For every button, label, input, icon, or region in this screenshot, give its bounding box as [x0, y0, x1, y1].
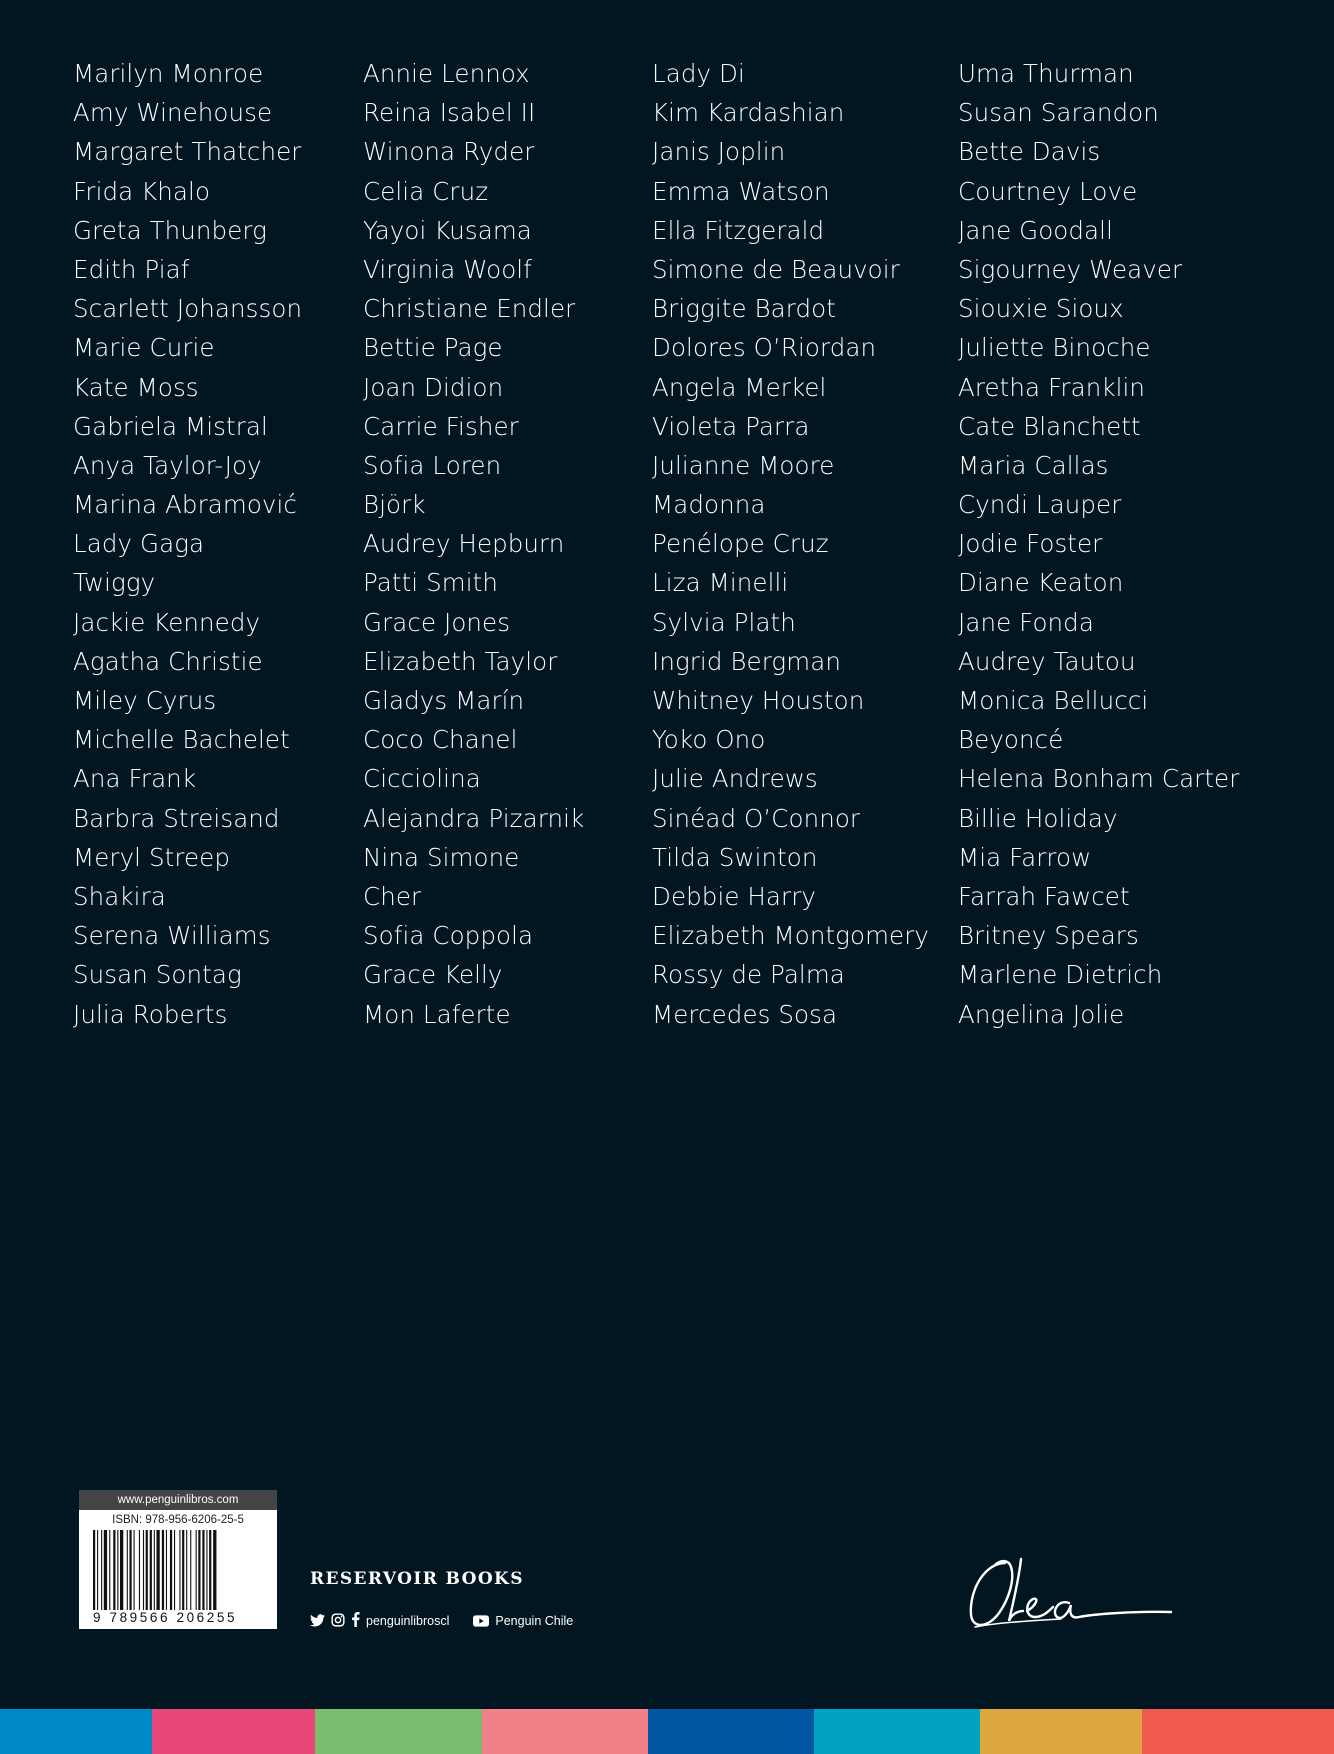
- name-item: Marina Abramović: [73, 490, 297, 520]
- name-item: Rossy de Palma: [652, 960, 845, 990]
- name-item: Bette Davis: [958, 137, 1101, 167]
- name-item: Ana Frank: [73, 764, 197, 794]
- name-item: Patti Smith: [363, 568, 498, 598]
- barcode-bar: [127, 1530, 128, 1614]
- name-item: Jane Fonda: [958, 607, 1094, 637]
- publisher-url: www.penguinlibros.com: [79, 1490, 277, 1510]
- name-item: Scarlett Johansson: [73, 294, 303, 324]
- name-item: Annie Lennox: [363, 59, 530, 88]
- color-stripe: [482, 1709, 648, 1754]
- barcode-bar: [150, 1530, 152, 1614]
- name-item: Gladys Marín: [363, 686, 525, 715]
- names-column-1: [73, 54, 302, 1034]
- twitter-icon[interactable]: [310, 1612, 325, 1631]
- name-item: Nina Simone: [363, 842, 520, 872]
- name-item: Audrey Hepburn: [363, 529, 565, 559]
- name-item: Susan Sarandon: [958, 98, 1159, 128]
- name-item: Audrey Tautou: [958, 646, 1136, 676]
- name-item: Aretha Franklin: [958, 372, 1146, 402]
- name-item: Björk: [363, 490, 426, 520]
- name-item: Courtney Love: [958, 176, 1138, 206]
- name-item: Maria Callas: [958, 450, 1109, 480]
- name-item: Lady Gaga: [73, 529, 205, 559]
- barcode-bar: [129, 1530, 131, 1614]
- barcode-bar: [104, 1530, 107, 1614]
- instagram-icon[interactable]: [331, 1612, 345, 1631]
- color-stripe: [315, 1709, 482, 1754]
- name-item: Jane Goodall: [958, 215, 1113, 245]
- name-item: Joan Didion: [363, 372, 504, 402]
- name-item: Tilda Swinton: [652, 842, 818, 872]
- barcode-bar: [120, 1530, 123, 1614]
- name-item: Kim Kardashian: [652, 98, 845, 128]
- name-item: Sylvia Plath: [652, 607, 796, 637]
- name-item: Farrah Fawcet: [958, 881, 1130, 911]
- name-item: Grace Kelly: [363, 960, 503, 990]
- name-item: Emma Watson: [652, 176, 830, 206]
- name-item: Anya Taylor-Joy: [73, 450, 262, 480]
- name-item: Barbra Streisand: [73, 803, 280, 833]
- barcode-bar: [170, 1530, 172, 1614]
- name-item: Whitney Houston: [652, 686, 865, 715]
- name-item: Mon Laferte: [363, 999, 511, 1029]
- name-item: Janis Joplin: [652, 137, 786, 167]
- name-item: Dolores O’Riordan: [652, 333, 877, 363]
- name-item: Madonna: [652, 490, 766, 520]
- olea-signature-logo: [965, 1555, 1175, 1635]
- barcode-bar: [146, 1530, 148, 1614]
- barcode-bar: [97, 1530, 98, 1614]
- name-item: Elizabeth Taylor: [363, 646, 558, 676]
- barcode-bar: [117, 1530, 118, 1614]
- name-item: Yoko Ono: [652, 725, 766, 755]
- name-item: Cicciolina: [363, 764, 481, 794]
- name-item: Carrie Fisher: [363, 411, 519, 441]
- facebook-icon[interactable]: [351, 1612, 360, 1631]
- name-item: Twiggy: [73, 568, 156, 598]
- barcode-bar: [186, 1530, 187, 1614]
- barcode-bar: [196, 1530, 197, 1614]
- color-stripe: [0, 1709, 152, 1754]
- barcode-bar: [206, 1530, 207, 1614]
- barcode-bar: [162, 1530, 164, 1614]
- name-item: Ingrid Bergman: [652, 646, 841, 676]
- name-item: Edith Piaf: [73, 254, 190, 284]
- name-item: Serena Williams: [73, 921, 271, 951]
- name-item: Sofia Coppola: [363, 921, 534, 951]
- barcode-bar: [143, 1530, 144, 1614]
- barcode-bar: [179, 1530, 180, 1614]
- barcode-bar: [154, 1530, 155, 1614]
- name-item: Gabriela Mistral: [73, 411, 268, 441]
- names-column-3: [652, 54, 929, 1034]
- name-item: Susan Sontag: [73, 960, 242, 990]
- name-item: Sinéad O’Connor: [652, 803, 861, 833]
- name-item: Mercedes Sosa: [652, 999, 838, 1029]
- names-column-4: [958, 54, 1239, 1034]
- color-stripe: [152, 1709, 315, 1754]
- social-links: [310, 1611, 597, 1631]
- name-item: Jackie Kennedy: [73, 607, 261, 637]
- name-item: Cyndi Lauper: [958, 490, 1122, 520]
- name-item: Michelle Bachelet: [73, 725, 290, 755]
- name-item: Margaret Thatcher: [73, 137, 302, 167]
- name-item: Billie Holiday: [958, 803, 1118, 833]
- name-item: Uma Thurman: [958, 59, 1134, 88]
- barcode-bar: [190, 1530, 191, 1614]
- isbn-number: ISBN: 978-956-6206-25-5: [112, 1514, 244, 1526]
- name-item: Monica Bellucci: [958, 686, 1149, 715]
- name-item: Siouxie Sioux: [958, 294, 1124, 324]
- imprint-name: RESERVOIR BOOKS: [310, 1569, 524, 1589]
- barcode-bar: [174, 1530, 175, 1614]
- name-item: Christiane Endler: [363, 294, 576, 324]
- name-item: Grace Jones: [363, 607, 511, 637]
- name-item: Winona Ryder: [363, 137, 535, 167]
- youtube-channel[interactable]: Penguin Chile: [495, 1614, 574, 1628]
- name-item: Reina Isabel II: [363, 98, 536, 128]
- name-item: Virginia Woolf: [363, 254, 532, 284]
- name-item: Marie Curie: [73, 333, 215, 363]
- name-item: Jodie Foster: [958, 529, 1103, 559]
- social-handle[interactable]: penguinlibroscl: [366, 1614, 450, 1628]
- name-item: Frida Khalo: [73, 176, 211, 206]
- barcode-bar: [202, 1530, 204, 1614]
- isbn-barcode: [79, 1490, 277, 1629]
- name-item: Miley Cyrus: [73, 686, 217, 715]
- name-item: Penélope Cruz: [652, 529, 829, 559]
- name-item: Sigourney Weaver: [958, 254, 1183, 284]
- name-item: Helena Bonham Carter: [958, 764, 1240, 794]
- names-column-2: [363, 54, 584, 1034]
- barcode-digits: 9 789566 206255: [93, 1610, 271, 1625]
- name-item: Marlene Dietrich: [958, 960, 1163, 990]
- barcode-bar: [213, 1530, 216, 1614]
- name-item: Shakira: [73, 881, 166, 911]
- name-item: Liza Minelli: [652, 568, 789, 598]
- name-item: Meryl Streep: [73, 842, 230, 872]
- name-item: Greta Thunberg: [73, 215, 267, 245]
- name-item: Bettie Page: [363, 333, 503, 363]
- name-item: Cher: [363, 881, 422, 911]
- name-item: Mia Farrow: [958, 842, 1092, 872]
- name-item: Elizabeth Montgomery: [652, 921, 929, 951]
- name-item: Violeta Parra: [652, 411, 810, 441]
- youtube-icon[interactable]: [473, 1612, 489, 1631]
- name-item: Kate Moss: [73, 372, 199, 402]
- color-stripe-bar: [0, 1709, 1334, 1754]
- barcode-bar: [134, 1530, 135, 1614]
- color-stripe: [648, 1709, 814, 1754]
- name-item: Sofia Loren: [363, 450, 502, 480]
- barcode-bar: [166, 1530, 167, 1614]
- name-item: Coco Chanel: [363, 725, 518, 755]
- name-item: Alejandra Pizarnik: [363, 803, 585, 833]
- name-item: Celia Cruz: [363, 176, 489, 206]
- name-item: Diane Keaton: [958, 568, 1124, 598]
- barcode-bar: [109, 1530, 110, 1614]
- color-stripe: [980, 1709, 1142, 1754]
- name-item: Angela Merkel: [652, 372, 827, 402]
- barcode-bar: [93, 1530, 95, 1614]
- name-item: Simone de Beauvoir: [652, 254, 900, 284]
- name-item: Cate Blanchett: [958, 411, 1141, 441]
- barcode-bars: [87, 1530, 267, 1614]
- barcode-bar: [139, 1530, 140, 1614]
- name-item: Agatha Christie: [73, 646, 263, 676]
- name-item: Debbie Harry: [652, 881, 816, 911]
- name-item: Ella Fitzgerald: [652, 215, 825, 245]
- color-stripe: [1142, 1709, 1334, 1754]
- name-item: Britney Spears: [958, 921, 1139, 951]
- name-item: Briggite Bardot: [652, 294, 836, 324]
- barcode-bar: [156, 1530, 159, 1614]
- name-item: Lady Di: [652, 59, 745, 88]
- name-item: Juliette Binoche: [958, 333, 1151, 363]
- color-stripe: [814, 1709, 980, 1754]
- name-item: Julia Roberts: [73, 999, 228, 1029]
- name-item: Beyoncé: [958, 725, 1064, 755]
- barcode-bar: [113, 1530, 115, 1614]
- barcode-bar: [198, 1530, 200, 1614]
- barcode-bar: [209, 1530, 211, 1614]
- barcode-bar: [182, 1530, 184, 1614]
- name-item: Marilyn Monroe: [73, 59, 264, 88]
- barcode-bar: [101, 1530, 102, 1614]
- name-item: Amy Winehouse: [73, 98, 273, 128]
- name-item: Yayoi Kusama: [363, 215, 532, 245]
- name-item: Julie Andrews: [652, 764, 818, 794]
- name-item: Angelina Jolie: [958, 999, 1125, 1029]
- name-item: Julianne Moore: [652, 450, 835, 480]
